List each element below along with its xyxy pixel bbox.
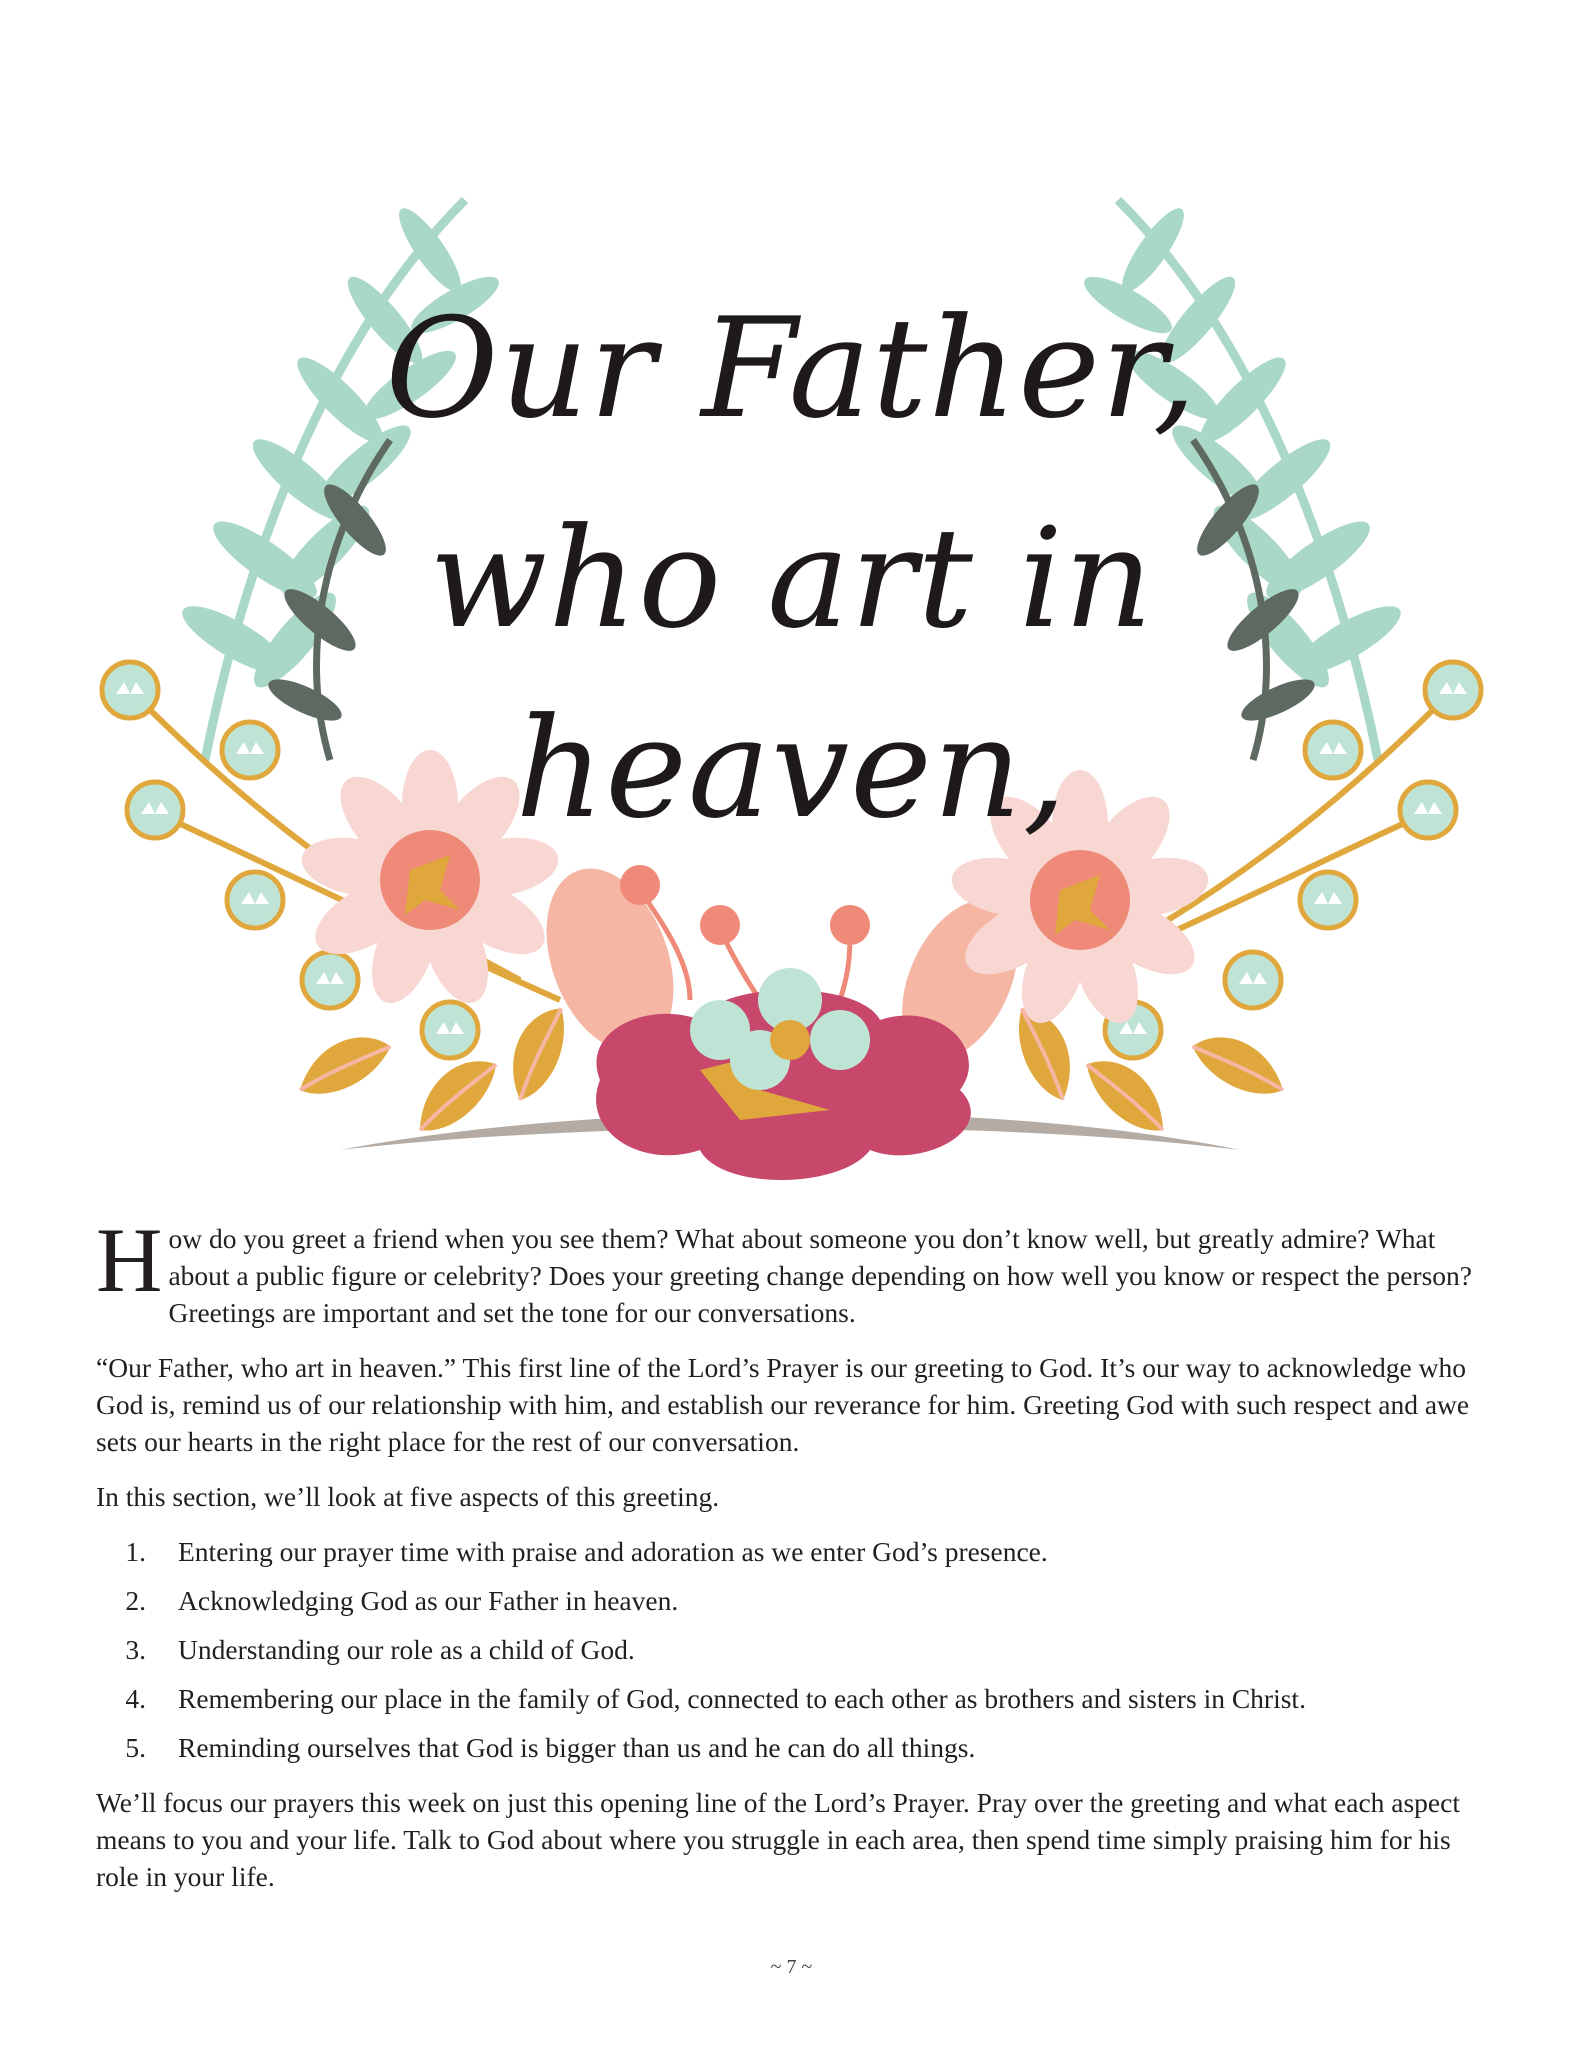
title-line-1: Our Father,	[385, 288, 1198, 449]
aspects-list	[96, 1533, 1496, 1766]
list-number: 4.	[125, 1683, 146, 1714]
list-number: 5.	[125, 1732, 146, 1763]
page-number: ~ 7 ~	[770, 1956, 813, 1978]
list-text: Reminding ourselves that God is bigger than us and he can do all things.	[178, 1732, 976, 1763]
list-item	[96, 1729, 1496, 1766]
list-item	[96, 1680, 1496, 1717]
intro-text: ow do you greet a friend when you see them? What about someone you don’t know well, but greatly admire? What about a public figure or celebrity? Does your greeting change depending on how well you know or respect the person? Greetings are important and set the tone for our conversations.	[168, 1223, 1472, 1328]
greeting-paragraph: “Our Father, who art in heaven.” This first line of the Lord’s Prayer is our greeting to God. It’s our way to acknowledge who God is, remind us of our relationship with him, and establish our reverance for him. Greeting God with such respect and awe sets our hearts in the right place for the rest of our conversation.	[96, 1352, 1470, 1457]
dropcap: H	[96, 1209, 163, 1311]
section-intro: In this section, we’ll look at five aspects of this greeting.	[96, 1481, 720, 1512]
list-number: 3.	[125, 1634, 146, 1665]
list-item	[96, 1582, 1496, 1619]
list-number: 2.	[125, 1585, 146, 1616]
list-text: Acknowledging God as our Father in heaven.	[178, 1585, 679, 1616]
intro-paragraph	[96, 1209, 1496, 1331]
list-item	[96, 1533, 1496, 1570]
list-text: Understanding our role as a child of God.	[178, 1634, 635, 1665]
title-line-3: heaven,	[515, 688, 1068, 849]
list-text: Remembering our place in the family of God, connected to each other as brothers and sisters in Christ.	[178, 1683, 1306, 1714]
closing-paragraph: We’ll focus our prayers this week on just this opening line of the Lord’s Prayer. Pray over the greeting and what each aspect means to you and your life. Talk to God about where you struggle in each area, then spend time simply praising him for his role in your life.	[96, 1787, 1460, 1892]
list-text: Entering our prayer time with praise and adoration as we enter God’s presence.	[178, 1536, 1048, 1567]
body-text	[96, 1209, 1496, 1913]
list-item	[96, 1631, 1496, 1668]
title-line-2: who art in	[429, 498, 1154, 659]
list-number: 1.	[125, 1536, 146, 1567]
